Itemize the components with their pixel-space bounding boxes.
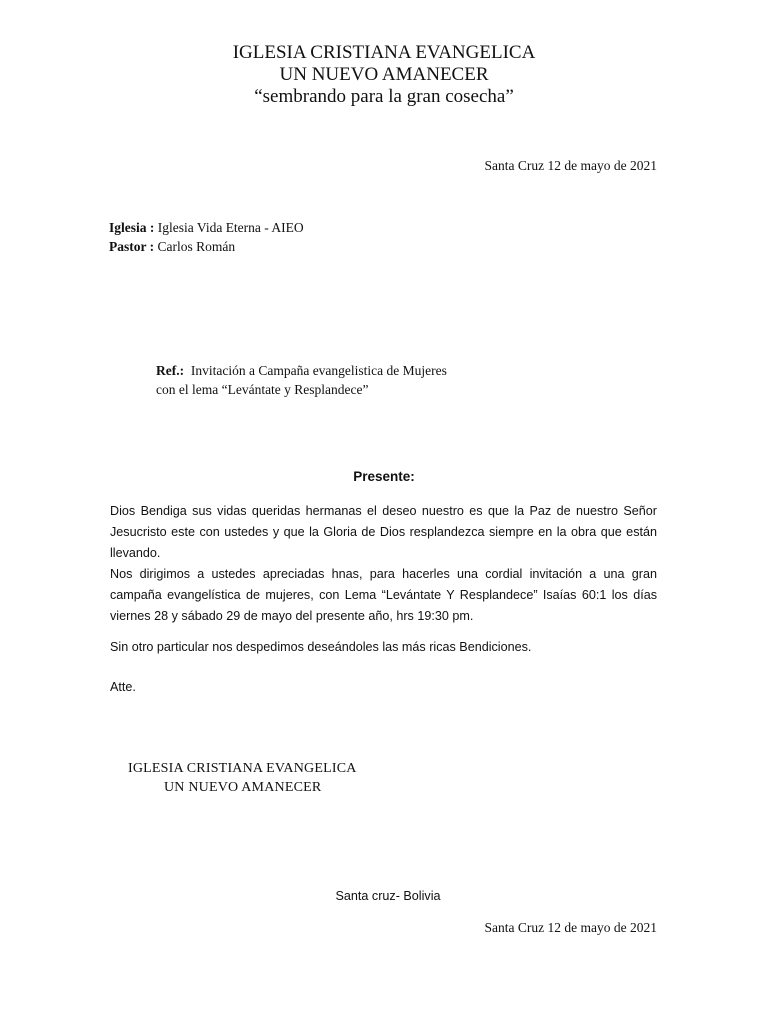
recipient-church-separator: :: [146, 220, 158, 235]
recipient-block: [109, 218, 304, 256]
recipient-pastor-separator: :: [146, 239, 158, 254]
reference-text-2: con el lema “Levántate y Resplandece”: [156, 382, 369, 397]
church-motto: “sembrando para la gran cosecha”: [254, 86, 514, 107]
signature-line-2: UN NUEVO AMANECER: [164, 780, 322, 795]
letter-body: [110, 501, 657, 698]
church-subtitle: UN NUEVO AMANECER: [279, 64, 489, 85]
body-paragraph-1: Dios Bendiga sus vidas queridas hermanas el deseo nuestro es que la Paz de nuestro Señor Jesucristo este con ustedes y que la Gloria de Dios resplandezca siempre en la obra que están llevando.: [110, 504, 657, 560]
recipient-church-value: Iglesia Vida Eterna - AIEO: [157, 220, 304, 235]
place-line: Santa cruz- Bolivia: [335, 889, 441, 903]
signature-block: [128, 759, 357, 797]
recipient-church-label: Iglesia: [109, 220, 147, 235]
reference-block: [156, 361, 447, 399]
letter-date-bottom: Santa Cruz 12 de mayo de 2021: [484, 920, 657, 935]
body-atte: Atte.: [110, 680, 136, 694]
body-closing: Sin otro particular nos despedimos deseándoles las más ricas Bendiciones.: [110, 640, 532, 654]
recipient-pastor-value: Carlos Román: [157, 239, 236, 254]
reference-label: Ref.:: [156, 363, 185, 378]
reference-line-1: [156, 361, 447, 380]
recipient-pastor-label: Pastor: [109, 239, 147, 254]
recipient-church-row: [109, 218, 304, 237]
signature-line-1: IGLESIA CRISTIANA EVANGELICA: [128, 761, 357, 776]
greeting: Presente:: [353, 469, 415, 484]
reference-text-1: Invitación a Campaña evangelistica de Mujeres: [190, 363, 447, 378]
recipient-pastor-row: [109, 237, 304, 256]
church-name: IGLESIA CRISTIANA EVANGELICA: [232, 42, 536, 63]
letterhead: [0, 42, 768, 108]
letter-date-top: Santa Cruz 12 de mayo de 2021: [484, 158, 657, 173]
body-paragraph-2: Nos dirigimos a ustedes apreciadas hnas, para hacerles una cordial invitación a una gran campaña evangelística de mujeres, con Lema “Levántate Y Resplandece” Isaías 60:1 los días viernes 28 y sábado 29 de mayo del presente año, hrs 19:30 pm.: [110, 567, 657, 623]
